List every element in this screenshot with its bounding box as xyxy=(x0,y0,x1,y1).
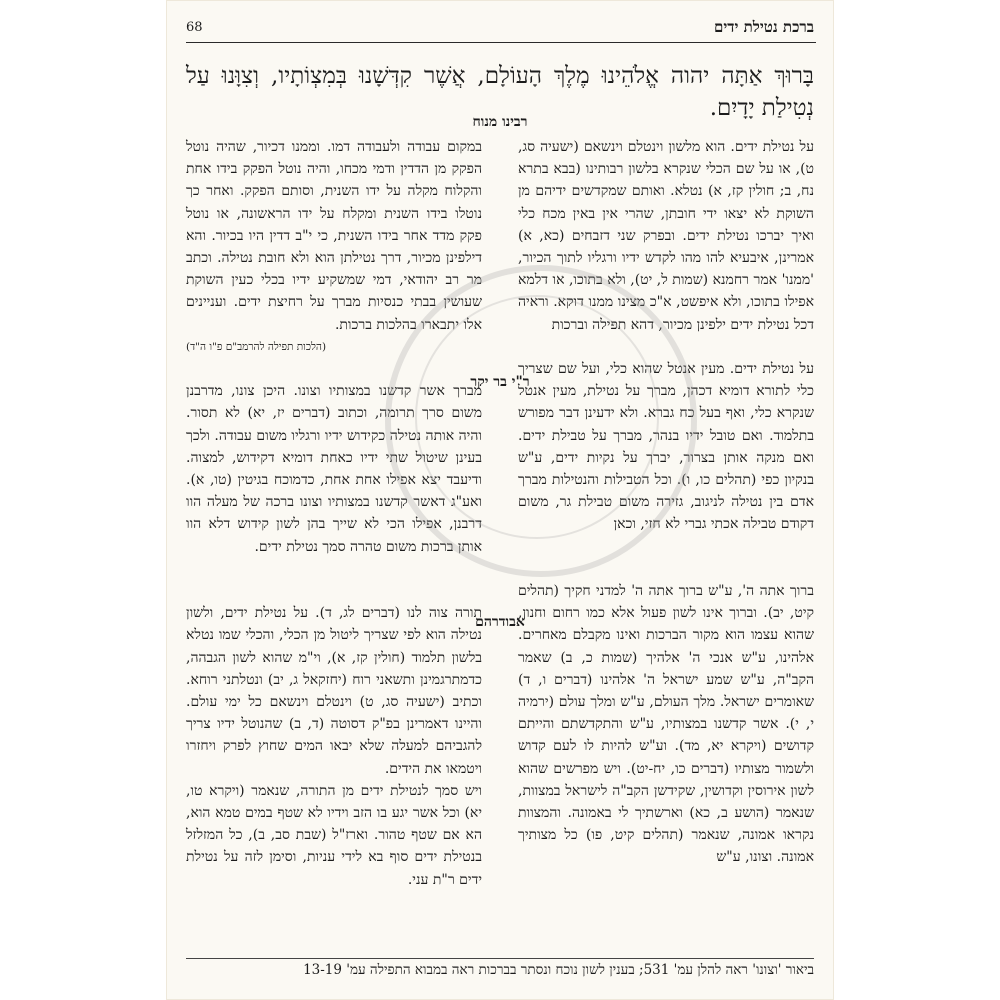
footnote: ביאור 'וצונו' ראה להלן עמ' 531; בענין לשון נוכח ונסתר בברכות ראה במבוא התפילה עמ' 13-19 xyxy=(186,958,814,978)
commentary-paragraph: ויש סמך לנטילת ידים מן התורה, שנאמר (ויקרא טו, יא) וכל אשר יגע בו הזב וידיו לא שטף במים טמא הוא, הא אם שטף טהור. וארז"ל (שבת סב, ב), כל המזלזל בנטילת ידים סוף בא לידי עניות, וסימן לזה על נטילת ידים ר"ת עני. xyxy=(186,782,482,888)
running-title: ברכת נטילת ידים xyxy=(714,18,814,36)
page-number: 68 xyxy=(186,20,203,35)
page-header xyxy=(186,16,816,43)
commentary-paragraph: מברך אשר קדשנו במצותיו וצונו. היכן צונו, מדרבנן משום סרך תרומה, וכתוב (דברים יז, יא) לא תסור. והיה אותה נטילה כקידוש ידיו ורגליו משום עבודה. ולכך בעינן שיטול שתי ידיו כאחת דומיא דקידוש, למצוה. ודיעבד יצא אפילו אחת אחת, כדמוכח בגיטין (טו, א). ואע"ג דאשר קדשנו במצותיו וצונו ברכה של מעלה הוו דרבנן, אפילו הכי לא שייך בהן לשון קידוש דלא הוו אותן ברכות משום טהרה סמך נטילת ידים. xyxy=(186,383,482,555)
commentary-paragraph: ברוך אתה ה', ע"ש ברוך אתה ה' למדני חקיך (תהלים קיט, יב). וברוך אינו לשון פעול אלא כמו רחום וחנון, שהוא עצמו הוא מקור הברכות ואינו מקבלם מאחרים. אלהינו, ע"ש אנכי ה' אלהיך (שמות כ, ב) שאמר הקב"ה, ע"ש שמע ישראל ה' אלהינו (דברים ו, ד) שאומרים ישראל. מלך העולם, ע"ש ומלך עולם (ירמיה י, י). אשר קדשנו במצותיו, ע"ש והתקדשתם והייתם קדושים (ויקרא יא, מד). וע"ש להיות לו לעם קדוש ולשמור מצותיו (דברים כו, יח-יט). ויש מפרשים שהוא לשון אירוסין וקדושין, שקידשן הקב"ה לישראל במצוות, שנאמר (הושע ב, כא) וארשתיך לי באמונה. והמצוות נקראו אמונה, שנאמר (תהלים קיט, פו) כל מצותיך אמונה. וצונו, ע"ש xyxy=(518,583,814,866)
section-heading-rabbeinu-manoach: רבינו מנוח xyxy=(472,114,528,130)
commentary-paragraph: על נטילת ידים. הוא מלשון וינטלם וינשאם (ישעיה סג, ט), או על שם הכלי שנקרא בלשון רבותינו (בבא בתרא נח, ב; חולין קז, א) נטלא. ואותם שמקדשים ידיהם מן השוקת לא יצאו ידי חובתן, שהרי אין באין מכח כלי ואיך יברכו נטילת ידים. ובפרק שני דזבחים (כא, א) אמרינן, איבעיא להו מהו לקדש ידיו ורגליו לתוך הכיור, 'ממנו' אמר רחמנא (שמות ל, יט), ולא בתוכו, או דלמא אפילו בתוכו, ולא איפשט, א"כ מצינו ממנו דוקא. וראיה דכל נטילת ידים ילפינן מכיור, דהא תפילה וברכות xyxy=(518,139,814,333)
source-reference: (הלכות תפילה להרמב"ם פ"ו ה"ד) xyxy=(186,340,327,353)
book-page xyxy=(166,0,834,1000)
right-column xyxy=(518,136,814,869)
section-heading-abudarham: אבודרהם xyxy=(475,614,525,630)
blessing-text: בָּרוּךְ אַתָּה יהוה אֱלֹהֵינוּ מֶלֶךְ הָעוֹלָם, אֲשֶׁר קִדְּשָׁנוּ בְּמִצְוֹתָיו, וְצִוָּנוּ עַל נְטִילַת יָדָיִם. xyxy=(186,63,814,121)
commentary-paragraph: במקום עבודה ולעבודה דמו. וממנו דכיור, שהיה נוטל הפקק מן הדדין ודמי מכחו, והיה נוטל הפקק בידו אחת והקלוח מקלה על ידו השנית, וסותם הפקק. ואחר כך נוטלו בידו השנית ומקלח על ידו הראשונה, או נוטל פקק מדד אחר בידו השנית, כי י"ב דדין היו בכיור. והא דילפינן מכיור, דרך נטילתן הוא ולא חובת נטילה. וכתב מר רב יהודאי, דמי שמשקיע ידיו בכלי כעין השוקת שעושין בבתי כנסיות מברך על רחיצת ידים. ועניינים אלו יתבארו בהלכות ברכות. xyxy=(186,139,482,333)
commentary-paragraph: תורה צוה לנו (דברים לג, ד). על נטילת ידים, ולשון נטילה הוא לפי שצריך ליטול מן הכלי, והכלי שמו נטלא בלשון תלמוד (חולין קז, א), וי"מ שהוא לשון הגבהה, כדמתרגמינן ותשאני רוח (יחזקאל ג, יב) ונטלתני רוחא. וכתיב (ישעיה סג, ט) וינטלם וינשאם כל ימי עולם. והיינו דאמרינן בפ"ק דסוטה (ד, ב) שהנוטל ידיו צריך להגביהם למעלה שלא יבאו המים שחוץ לפרק ויחזרו ויטמאו את הידים. xyxy=(186,605,482,777)
section-heading-rid-bar-yakar: ר"י בר יקר xyxy=(470,374,530,390)
commentary-paragraph: על נטילת ידים. מעין אנטל שהוא כלי, ועל שם שצריך כלי לתורא דומיא דכהן, מברך על נטילת, מעין אנטל שנקרא כלי, ואף בעל כח גברא. ולא ידעינן דבר מפורש בתלמוד. ואם טובל ידיו בנהר, מברך על טבילת ידים. ואם מנקה אותן בצרור, יברך על נקיות ידים, ע"ש בנקיון כפי (תהלים כו, ו). וכל הטבילות והנטילות מברך אדם בין נטילה לניגוב, גזירה משום טבילת גר, משום דקודם טבילה אכתי גברי לא חזי, וכאן xyxy=(518,361,814,533)
left-column xyxy=(186,136,482,891)
